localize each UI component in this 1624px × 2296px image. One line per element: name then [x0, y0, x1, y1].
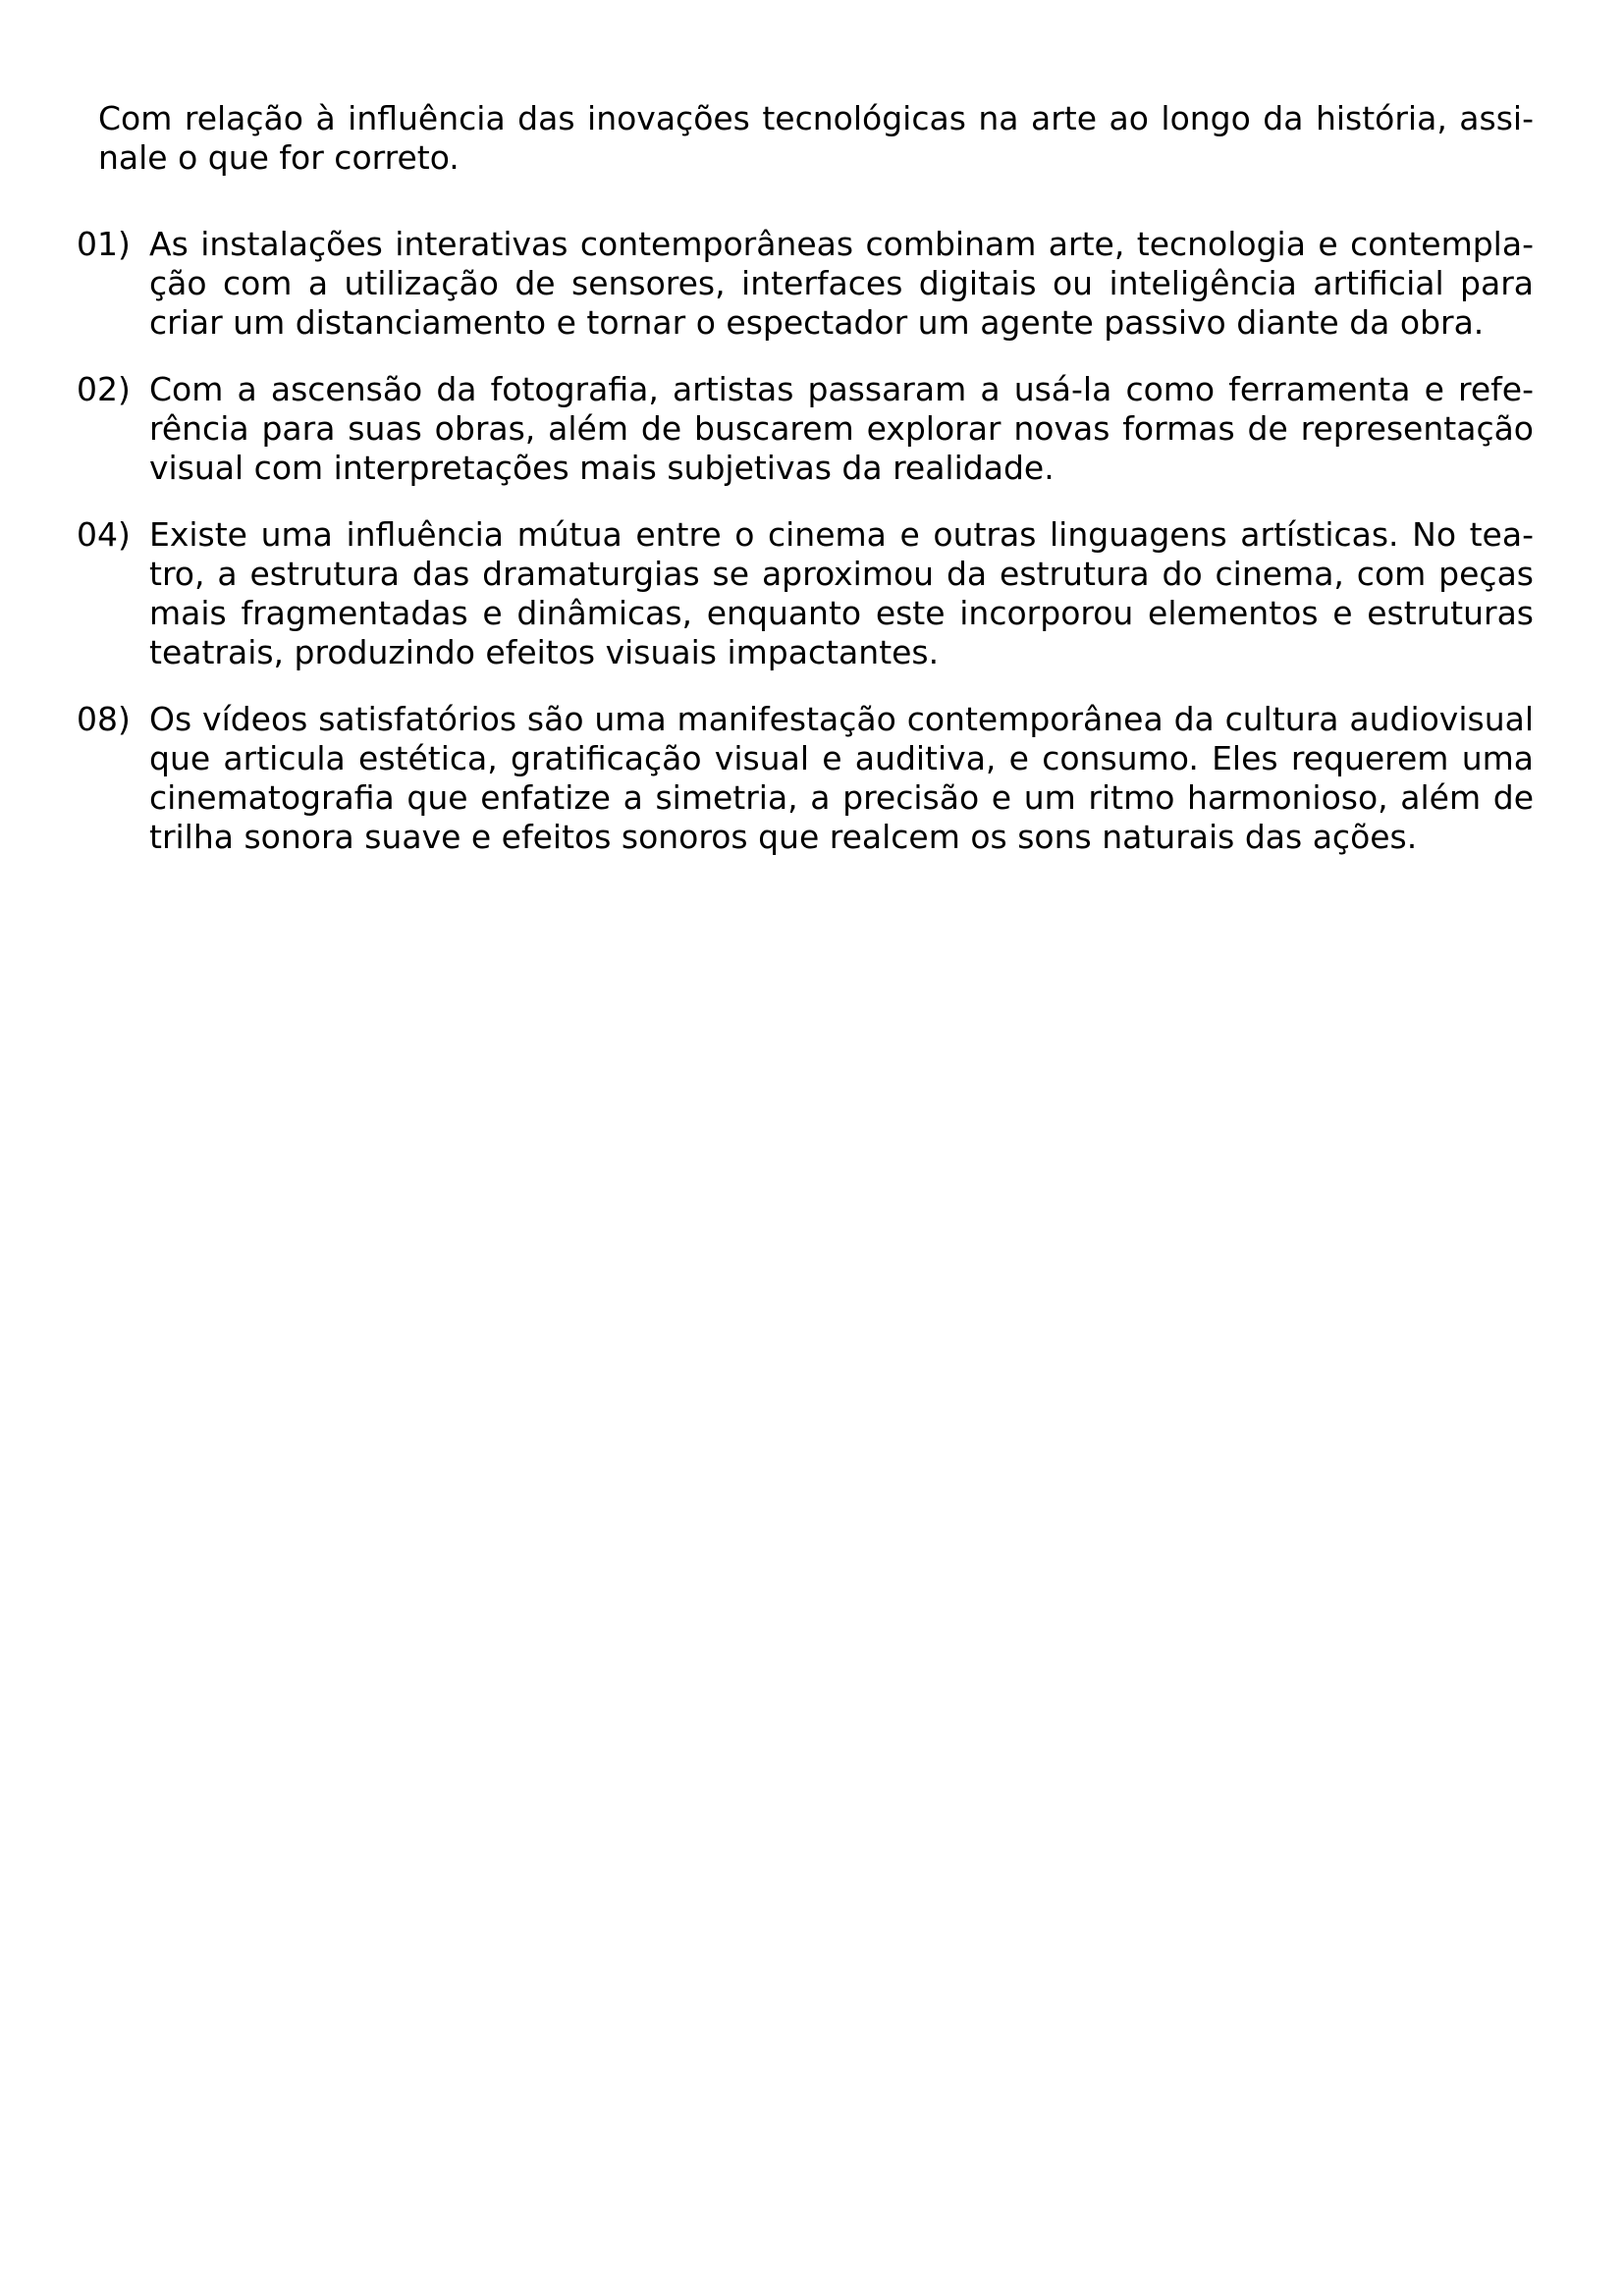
question-stem: Com relação à influência das inovações tecnológicas na arte ao longo da história, assinale o que for correto.: [98, 99, 1534, 177]
answer-option-04: [77, 515, 1534, 672]
answer-options: [77, 225, 1534, 884]
option-number: 01): [77, 225, 131, 263]
option-text: Os vídeos satisfatórios são uma manifestação contemporânea da cultura audiovisual que articula estética, gratificação visual e auditiva, e consumo. Eles requerem uma cinematografia que enfatize a simetria, a precisão e um ritmo harmonioso, além de trilha sonora suave e efeitos sonoros que realcem os sons naturais das ações.: [149, 700, 1534, 856]
option-number: 08): [77, 700, 131, 738]
option-number: 02): [77, 370, 131, 408]
answer-option-08: [77, 700, 1534, 857]
answer-option-01: [77, 225, 1534, 343]
answer-option-02: [77, 370, 1534, 488]
option-text: As instalações interativas contemporâneas combinam arte, tecnologia e contemplação com a utilização de sensores, interfaces digitais ou inteligência artificial para criar um distanciamento e tornar o espectador um agente passivo diante da obra.: [149, 225, 1534, 342]
option-number: 04): [77, 515, 131, 554]
option-text: Com a ascensão da fotografia, artistas passaram a usá-la como ferramenta e referência para suas obras, além de buscarem explorar novas formas de representação visual com interpretações mais subjetivas da realidade.: [149, 370, 1534, 487]
option-text: Existe uma influência mútua entre o cinema e outras linguagens artísticas. No teatro, a estrutura das dramaturgias se aproximou da estrutura do cinema, com peças mais fragmentadas e dinâmicas, enquanto este incorporou elementos e estruturas teatrais, produzindo efeitos visuais impactantes.: [149, 515, 1534, 671]
